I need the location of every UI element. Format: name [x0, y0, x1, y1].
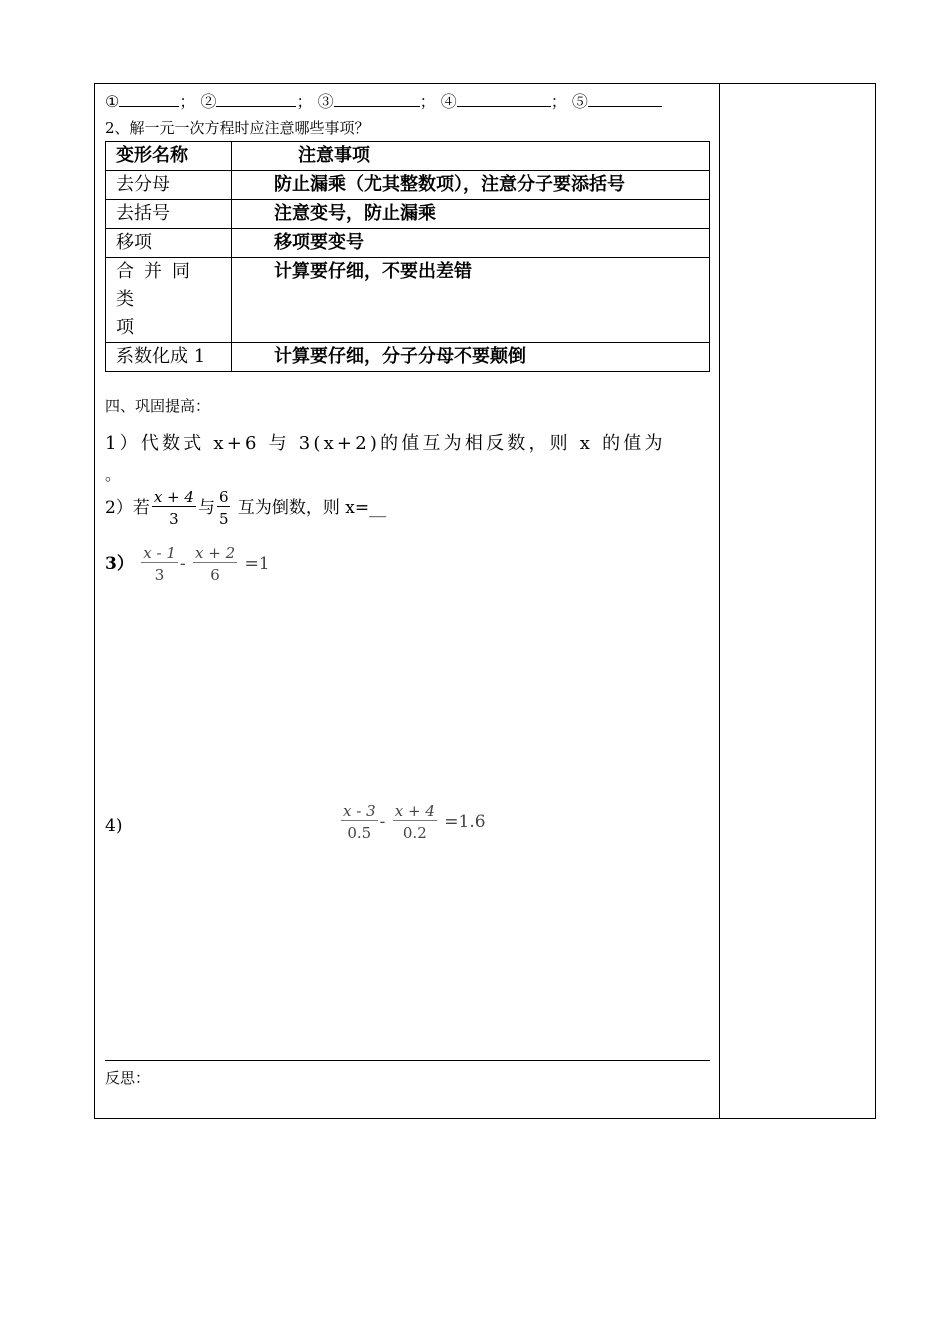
header-note: 注意事项	[232, 142, 710, 171]
table-row	[106, 171, 710, 200]
row-name: 移项	[106, 229, 232, 258]
operator: -	[179, 554, 186, 574]
header-name: 变形名称	[106, 142, 232, 171]
separator: ；	[179, 92, 196, 111]
table-header-row	[106, 142, 710, 171]
fraction: $\frac{x - 1}{3}$	[143, 544, 176, 584]
problem-2-suffix: 互为倒数，则 x=	[232, 498, 370, 518]
problem-3-label: 3）	[105, 554, 134, 574]
worksheet-frame	[94, 83, 876, 1119]
reflection-divider	[105, 1060, 710, 1061]
equation-rhs: =1.6	[444, 812, 486, 832]
row-note: 注意变号，防止漏乘	[232, 200, 710, 229]
fill-in-blanks-line	[105, 89, 662, 112]
blank-2[interactable]	[216, 91, 296, 107]
operator: -	[379, 812, 386, 832]
question-2: 2、解一元一次方程时应注意哪些事项？	[105, 119, 370, 137]
answer-blank[interactable]: __	[369, 498, 387, 518]
row-name: 去分母	[106, 171, 232, 200]
row-name: 系数化成 1	[106, 343, 232, 372]
section-4-title: 四、巩固提高：	[105, 397, 211, 415]
row-note: 移项要变号	[232, 229, 710, 258]
separator: ；	[550, 92, 567, 111]
problem-3	[105, 544, 270, 585]
fraction: $\frac{x + 2}{6}$	[195, 544, 236, 584]
blank-marker-2: ②	[200, 92, 217, 111]
problem-2-prefix: 2）若	[105, 498, 150, 518]
fraction: $\frac{x - 3}{0.5}$	[343, 802, 376, 842]
problem-2	[105, 488, 386, 529]
row-name-line2: 项	[116, 317, 134, 338]
problem-4-equation	[339, 802, 486, 843]
row-note: 计算要仔细，分子分母不要颠倒	[232, 343, 710, 372]
blank-marker-4: ④	[440, 92, 457, 111]
problem-4-label: 4)	[105, 816, 123, 836]
table-row	[106, 229, 710, 258]
problem-1: 1）代数式 x+6 与 3(x+2)的值互为相反数，则 x 的值为	[105, 433, 666, 454]
row-name-line1: 合并同类	[116, 261, 200, 310]
fraction: $\frac{6}{5}$	[218, 488, 229, 528]
fraction: $\frac{x + 4}{3}$	[153, 488, 194, 528]
blank-5[interactable]	[588, 91, 662, 107]
fraction: $\frac{x + 4}{0.2}$	[394, 802, 435, 842]
blank-marker-3: ③	[317, 92, 334, 111]
problem-1-end: 。	[105, 465, 122, 484]
separator: ；	[419, 92, 436, 111]
blank-4[interactable]	[457, 91, 551, 107]
table-row	[106, 343, 710, 372]
equation-rhs: =1	[244, 554, 270, 574]
transformation-table	[105, 141, 710, 372]
blank-3[interactable]	[334, 91, 420, 107]
blank-marker-5: ⑤	[571, 92, 588, 111]
row-name: 去括号	[106, 200, 232, 229]
reflection-label: 反思：	[105, 1069, 151, 1087]
row-note: 防止漏乘（尤其整数项），注意分子要添括号	[232, 171, 710, 200]
column-divider	[719, 84, 720, 1118]
row-note: 计算要仔细，不要出差错	[232, 258, 710, 343]
table-row	[106, 258, 710, 343]
table-row	[106, 200, 710, 229]
blank-1[interactable]	[119, 91, 179, 107]
row-name	[106, 258, 232, 343]
blank-marker-1: ①	[105, 92, 120, 111]
separator: ；	[296, 92, 313, 111]
problem-2-mid: 与	[197, 498, 215, 518]
